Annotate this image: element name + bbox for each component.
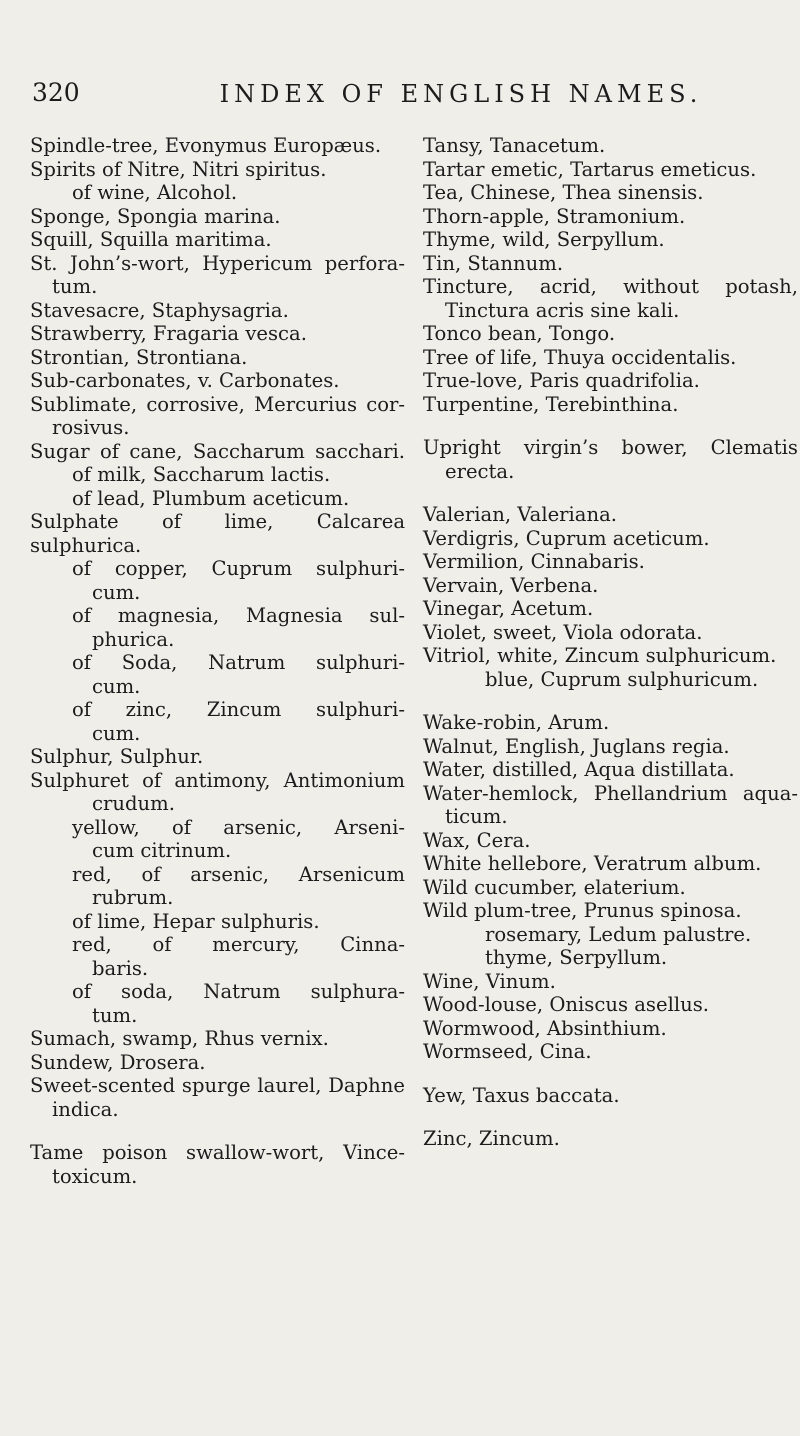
index-entry: Squill, Squilla maritima.	[30, 228, 272, 251]
index-subentry-continuation: tum.	[92, 1003, 138, 1027]
index-entry: Violet, sweet, Viola odorata.	[423, 620, 703, 644]
index-entry-continuation: tum.	[52, 275, 98, 298]
index-subentry-continuation: rubrum.	[92, 886, 174, 909]
index-subentry-continuation: cum.	[92, 674, 141, 698]
index-entry: Water-hemlock, Phellandrium aqua-	[423, 781, 798, 805]
index-subentry: of wine, Alcohol.	[72, 181, 238, 204]
index-entry: Wax, Cera.	[423, 828, 531, 852]
index-entry: Vervain, Verbena.	[423, 573, 599, 597]
index-entry: Yew, Taxus baccata.	[423, 1083, 620, 1107]
index-entry: Zinc, Zincum.	[423, 1127, 560, 1150]
index-entry: Tartar emetic, Tartarus emeticus.	[423, 157, 757, 181]
index-column-right	[423, 134, 798, 1151]
index-subentry-continuation: phurica.	[92, 627, 175, 651]
index-entry: Tea, Chinese, Thea sinensis.	[423, 181, 704, 204]
index-entry: St. John’s-wort, Hypericum perfora-	[30, 251, 405, 275]
index-entry-continuation: ticum.	[445, 805, 508, 828]
index-entry: Walnut, English, Juglans regia.	[423, 734, 730, 758]
index-entry: Valerian, Valeriana.	[423, 503, 618, 526]
index-entry: Tame poison swallow-wort, Vince-	[30, 1141, 405, 1164]
index-entry: Tansy, Tanacetum.	[423, 134, 606, 157]
index-entry: Water, distilled, Aqua distillata.	[423, 758, 735, 781]
index-entry-continuation: indica.	[52, 1097, 119, 1121]
index-entry: Sub-carbonates, v. Carbonates.	[30, 369, 340, 392]
index-entry: Vitriol, white, Zincum sulphuricum.	[423, 644, 777, 667]
index-entry: Wormseed, Cina.	[423, 1040, 592, 1063]
index-entry: Tonco bean, Tongo.	[423, 322, 616, 345]
index-entry: Verdigris, Cuprum aceticum.	[423, 526, 710, 550]
index-subentry: of lead, Plumbum aceticum.	[72, 486, 350, 510]
index-entry: Sulphate of lime, Calcarea sulphurica.	[30, 510, 405, 557]
index-entry: Sumach, swamp, Rhus vernix.	[30, 1027, 329, 1050]
index-entry-continuation: Tinctura acris sine kali.	[445, 298, 680, 322]
index-entry: Sugar of cane, Saccharum sacchari.	[30, 439, 405, 463]
index-entry: Sundew, Drosera.	[30, 1050, 206, 1074]
index-subentry: of milk, Saccharum lactis.	[72, 463, 331, 486]
index-subentry: thyme, Serpyllum.	[485, 946, 668, 969]
index-subentry: of lime, Hepar sulphuris.	[72, 909, 320, 933]
index-subentry-continuation: cum.	[92, 721, 141, 745]
index-entry: Thyme, wild, Serpyllum.	[423, 228, 665, 251]
index-subentry-continuation: baris.	[92, 956, 149, 980]
index-entry: Spindle-tree, Evonymus Europæus.	[30, 134, 382, 157]
index-subentry: blue, Cuprum sulphuricum.	[485, 667, 759, 691]
index-entry: Upright virgin’s bower, Clematis	[423, 436, 798, 459]
index-entry: Sweet-scented spurge laurel, Daphne	[30, 1074, 405, 1097]
index-subentry: of soda, Natrum sulphura-	[72, 980, 405, 1003]
index-entry: Thorn-apple, Stramonium.	[423, 204, 686, 228]
index-entry: Vermilion, Cinnabaris.	[423, 550, 645, 573]
index-subentry-continuation: cum citrinum.	[92, 839, 232, 862]
index-subentry: of copper, Cuprum sulphuri-	[72, 557, 405, 580]
page-header	[32, 78, 780, 112]
index-entry: Tincture, acrid, without potash,	[423, 275, 798, 298]
index-entry: Strontian, Strontiana.	[30, 345, 248, 369]
index-entry: Spirits of Nitre, Nitri spiritus.	[30, 157, 327, 181]
index-column-left	[30, 134, 405, 1188]
index-entry: Wild plum-tree, Prunus spinosa.	[423, 899, 742, 922]
index-subentry: red, of mercury, Cinna-	[72, 933, 405, 956]
index-entry: Wormwood, Absinthium.	[423, 1016, 667, 1040]
index-entry: Wild cucumber, elaterium.	[423, 875, 686, 899]
index-entry: Wood-louse, Oniscus asellus.	[423, 993, 710, 1016]
index-entry: True-love, Paris quadrifolia.	[423, 369, 700, 392]
index-subentry: of magnesia, Magnesia sul-	[72, 604, 405, 627]
index-entry-continuation: erecta.	[445, 459, 515, 483]
index-entry: Sulphur, Sulphur.	[30, 745, 204, 768]
index-subentry: red, of arsenic, Arsenicum	[72, 862, 405, 886]
index-entry: Stavesacre, Staphysagria.	[30, 298, 289, 322]
index-entry-continuation: toxicum.	[52, 1164, 138, 1188]
page-number: 320	[32, 78, 80, 107]
index-entry: Sponge, Spongia marina.	[30, 204, 281, 228]
index-subentry: of zinc, Zincum sulphuri-	[72, 698, 405, 721]
index-entry: Strawberry, Fragaria vesca.	[30, 322, 307, 345]
running-title: INDEX OF ENGLISH NAMES.	[219, 80, 703, 108]
index-entry: Vinegar, Acetum.	[423, 597, 594, 620]
index-entry: Tree of life, Thuya occidentalis.	[423, 345, 737, 369]
index-entry: Sublimate, corrosive, Mercurius cor-	[30, 392, 405, 416]
index-subentry: rosemary, Ledum palustre.	[485, 922, 752, 946]
index-entry: Turpentine, Terebinthina.	[423, 392, 679, 416]
index-entry: Sulphuret of antimony, Antimonium	[30, 768, 405, 792]
index-subentry-continuation: cum.	[92, 580, 141, 604]
index-entry: Wake-robin, Arum.	[423, 711, 610, 734]
index-entry-continuation: crudum.	[92, 792, 175, 815]
index-entry-continuation: rosivus.	[52, 416, 130, 439]
index-entry: White hellebore, Veratrum album.	[423, 852, 762, 875]
index-subentry: of Soda, Natrum sulphuri-	[72, 651, 405, 674]
index-entry: Tin, Stannum.	[423, 251, 564, 275]
index-entry: Wine, Vinum.	[423, 969, 556, 993]
index-subentry: yellow, of arsenic, Arseni-	[72, 815, 405, 839]
